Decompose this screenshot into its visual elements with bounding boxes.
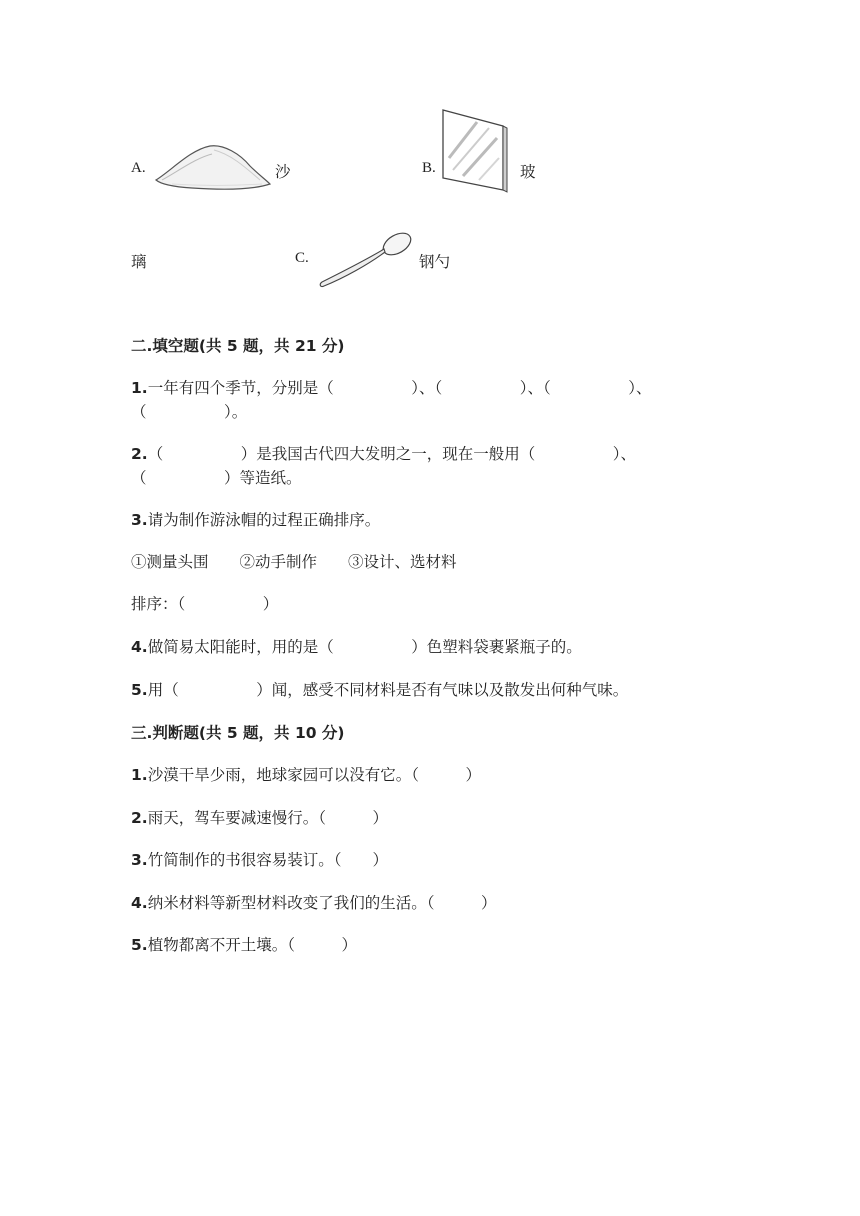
question-text: 植物都离不开土壤。（ ）	[147, 936, 357, 954]
fill-question-1	[131, 376, 651, 398]
judge-question-4	[131, 891, 496, 913]
question-number: 3.	[131, 851, 148, 869]
question-number: 3.	[131, 511, 148, 529]
option-a-letter: A.	[131, 160, 146, 176]
question-number: 1.	[131, 379, 148, 397]
question-text: 竹简制作的书很容易装订。（ ）	[147, 851, 388, 869]
question-number: 5.	[131, 936, 148, 954]
glass-pane-image	[439, 108, 511, 192]
sand-pile-image	[152, 140, 272, 192]
section2-title: 二.填空题(共 5 题，共 21 分)	[131, 337, 345, 355]
judge-question-3	[131, 848, 388, 870]
question-text: （ ）是我国古代四大发明之一，现在一般用（ ）、	[147, 445, 636, 463]
question-number: 1.	[131, 766, 148, 784]
question-text: 纳米材料等新型材料改变了我们的生活。（ ）	[147, 894, 497, 912]
option-b-label: 玻	[520, 163, 536, 181]
section3-title: 三.判断题(共 5 题，共 10 分)	[131, 724, 345, 742]
option-b-label-continued: 璃	[131, 253, 147, 271]
question-number: 2.	[131, 445, 148, 463]
fill-question-3-answer: 排序：（ ）	[131, 595, 279, 613]
question-number: 2.	[131, 809, 148, 827]
fill-question-1-line2: （ ）。	[131, 403, 248, 421]
question-number: 4.	[131, 638, 148, 656]
judge-question-1	[131, 763, 481, 785]
judge-question-2	[131, 806, 388, 828]
question-text: 做简易太阳能时，用的是（ ）色塑料袋裹紧瓶子的。	[147, 638, 582, 656]
judge-question-5	[131, 933, 357, 955]
question-text: 一年有四个季节，分别是（ ）、（ ）、（ ）、	[147, 379, 652, 397]
fill-question-4	[131, 635, 582, 657]
fill-question-2	[131, 442, 636, 464]
fill-question-5	[131, 678, 628, 700]
fill-question-3-options: ①测量头围 ②动手制作 ③设计、选材料	[131, 553, 457, 571]
option-c-letter: C.	[295, 250, 309, 266]
question-text: 用（ ）闻，感受不同材料是否有气味以及散发出何种气味。	[147, 681, 629, 699]
steel-spoon-image	[314, 228, 414, 292]
fill-question-3	[131, 508, 380, 530]
fill-question-2-line2: （ ）等造纸。	[131, 469, 302, 487]
question-number: 5.	[131, 681, 148, 699]
question-number: 4.	[131, 894, 148, 912]
question-text: 沙漠干旱少雨，地球家园可以没有它。（ ）	[147, 766, 481, 784]
question-text: 雨天，驾车要减速慢行。（ ）	[147, 809, 388, 827]
option-b-letter: B.	[422, 160, 436, 176]
option-c-label: 钢勺	[419, 253, 451, 271]
option-a-label: 沙	[275, 163, 291, 181]
question-text: 请为制作游泳帽的过程正确排序。	[147, 511, 381, 529]
